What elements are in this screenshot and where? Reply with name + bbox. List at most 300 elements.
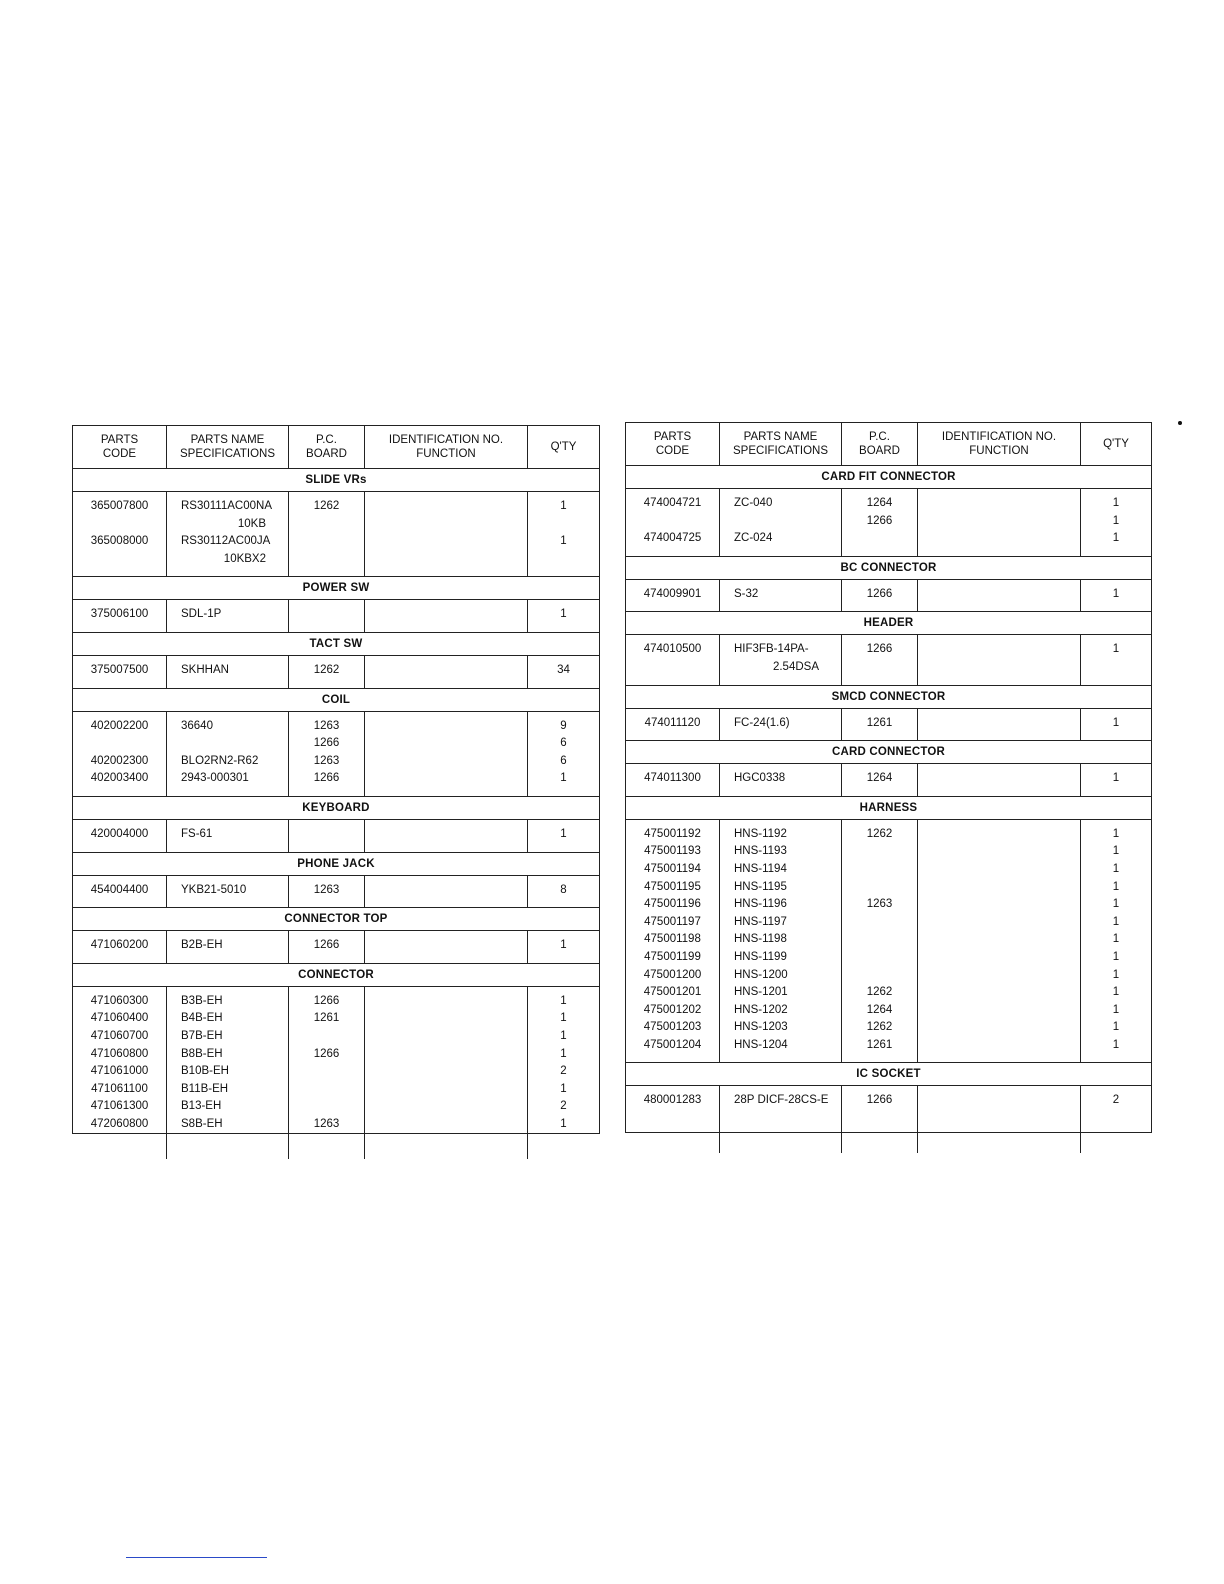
part-name-cell: S-32 xyxy=(734,587,759,600)
quantity-cell: 6 xyxy=(560,737,567,750)
part-name-cell: B3B-EH xyxy=(181,994,223,1007)
quantity-column xyxy=(528,987,599,1159)
part-code-cell: 475001193 xyxy=(644,845,701,858)
part-code-cell xyxy=(626,659,719,677)
identification-cell xyxy=(918,1019,1080,1037)
pc-board-cell: 1262 xyxy=(866,1021,893,1034)
part-code-cell: 475001196 xyxy=(644,898,701,911)
quantity-cell: 1 xyxy=(560,535,567,548)
section-rows xyxy=(73,820,599,853)
section-title: SLIDE VRs xyxy=(73,469,599,492)
pc-board-column xyxy=(289,600,365,632)
identification-cell xyxy=(365,770,527,788)
parts-table-left xyxy=(72,425,600,1134)
pc-board-cell: 1264 xyxy=(866,772,893,785)
quantity-cell: 1 xyxy=(560,608,567,621)
part-code-cell: 375006100 xyxy=(90,608,149,621)
header-parts-code-line: CODE xyxy=(102,448,137,460)
part-code-cell: 475001192 xyxy=(644,827,701,840)
section-title: CONNECTOR TOP xyxy=(73,908,599,931)
part-name-column xyxy=(167,820,289,852)
pc-board-column xyxy=(842,1086,918,1153)
quantity-cell: 1 xyxy=(1112,1021,1120,1034)
quantity-cell: 1 xyxy=(1112,933,1120,946)
quantity-cell: 1 xyxy=(1112,915,1120,928)
quantity-cell xyxy=(528,516,599,534)
part-name-column xyxy=(167,656,289,688)
quantity-column xyxy=(528,656,599,688)
part-name-cell: B10B-EH xyxy=(181,1065,229,1078)
pc-board-cell xyxy=(842,931,917,949)
part-name-cell: HNS-1195 xyxy=(734,880,787,893)
identification-cell xyxy=(918,914,1080,932)
pc-board-cell: 1266 xyxy=(313,772,340,785)
pc-board-column xyxy=(842,709,918,741)
part-name-column xyxy=(720,489,842,556)
section-rows xyxy=(73,656,599,689)
quantity-cell: 2 xyxy=(1112,1094,1120,1107)
pc-board-cell: 1262 xyxy=(313,663,340,676)
part-code-column xyxy=(626,709,720,741)
part-code-cell: 475001203 xyxy=(643,1021,702,1034)
part-code-column xyxy=(626,820,720,1063)
part-name-cell: YKB21-5010 xyxy=(181,883,247,896)
section-rows xyxy=(73,987,599,1159)
pc-board-cell: 1263 xyxy=(313,754,340,767)
section-rows xyxy=(73,876,599,909)
part-name-cell: ZC-024 xyxy=(734,532,773,545)
identification-column xyxy=(918,764,1081,796)
quantity-cell: 2 xyxy=(560,1100,567,1113)
section-title: CONNECTOR xyxy=(73,964,599,987)
identification-column xyxy=(918,489,1081,556)
part-name-cell: B13-EH xyxy=(181,1100,222,1113)
part-name-cell: HNS-1203 xyxy=(734,1021,788,1034)
part-name-cell: HNS-1201 xyxy=(734,986,788,999)
pc-board-cell xyxy=(289,1028,364,1046)
part-code-cell: 474004721 xyxy=(643,497,702,509)
part-name-column xyxy=(720,820,842,1063)
part-name-cell: B2B-EH xyxy=(181,939,223,952)
pc-board-cell xyxy=(842,861,917,879)
section-rows xyxy=(626,709,1151,742)
part-name-cell xyxy=(167,1133,288,1151)
pc-board-column xyxy=(289,492,365,576)
quantity-cell: 8 xyxy=(560,883,567,896)
part-code-column xyxy=(626,635,720,684)
quantity-cell: 2 xyxy=(560,1065,567,1078)
identification-cell xyxy=(365,826,527,844)
identification-cell xyxy=(918,984,1080,1002)
quantity-cell: 1 xyxy=(560,1029,567,1042)
identification-cell xyxy=(918,586,1080,604)
part-code-cell: 454004400 xyxy=(90,883,149,896)
part-name-column xyxy=(720,764,842,796)
pc-board-column xyxy=(289,820,365,852)
header-identification-line: FUNCTION xyxy=(416,448,476,460)
quantity-cell: 1 xyxy=(1112,898,1120,911)
pc-board-cell xyxy=(289,606,364,624)
section-title: PHONE JACK xyxy=(73,853,599,876)
part-code-cell xyxy=(73,551,166,569)
part-name-cell: FC-24(1.6) xyxy=(734,716,790,729)
pc-board-cell xyxy=(289,826,364,844)
identification-cell xyxy=(918,931,1080,949)
section-title: HARNESS xyxy=(626,797,1151,820)
section-rows xyxy=(626,1086,1151,1153)
part-code-cell: 471061100 xyxy=(91,1082,148,1095)
identification-column xyxy=(365,712,528,796)
part-code-cell xyxy=(73,1133,166,1151)
quantity-column xyxy=(528,712,599,796)
stray-mark xyxy=(1178,421,1182,425)
header-pc-board-line: BOARD xyxy=(306,448,347,460)
pc-board-column xyxy=(842,820,918,1063)
part-name-cell xyxy=(720,1128,841,1146)
part-name-cell: B11B-EH xyxy=(181,1082,229,1095)
header-parts-code-line: PARTS xyxy=(100,434,139,446)
identification-cell xyxy=(365,718,527,736)
pc-board-cell xyxy=(842,1110,917,1128)
header-pc-board xyxy=(842,423,918,465)
part-name-cell: HNS-1204 xyxy=(734,1038,788,1051)
pc-board-cell xyxy=(842,1128,917,1146)
header-parts-name-line: SPECIFICATIONS xyxy=(180,448,275,460)
identification-column xyxy=(918,580,1081,612)
pc-board-cell: 1266 xyxy=(866,1094,893,1107)
section-title: BC CONNECTOR xyxy=(626,557,1151,580)
part-code-cell: 474011300 xyxy=(644,772,701,785)
pc-board-cell: 1264 xyxy=(866,497,893,509)
quantity-cell: 1 xyxy=(1112,532,1120,545)
pc-board-cell: 1266 xyxy=(313,994,340,1007)
quantity-cell: 1 xyxy=(560,1012,567,1025)
pc-board-cell: 1263 xyxy=(313,1117,340,1130)
quantity-cell: 1 xyxy=(1112,986,1120,999)
pc-board-column xyxy=(289,656,365,688)
identification-column xyxy=(918,635,1081,684)
quantity-column xyxy=(1081,820,1151,1063)
part-code-cell: 365008000 xyxy=(90,535,149,548)
part-name-cell: BLO2RN2-R62 xyxy=(181,754,259,767)
quantity-cell: 1 xyxy=(1112,827,1120,840)
part-name-cell xyxy=(720,513,841,531)
part-code-cell: 474010500 xyxy=(643,643,702,656)
section-title: POWER SW xyxy=(73,577,599,600)
quantity-cell: 1 xyxy=(1112,497,1120,509)
identification-cell xyxy=(365,1098,527,1116)
identification-column xyxy=(918,820,1081,1063)
quantity-cell xyxy=(1081,659,1151,677)
pc-board-column xyxy=(842,635,918,684)
quantity-cell: 1 xyxy=(560,772,567,785)
pc-board-cell: 1263 xyxy=(313,719,340,732)
identification-cell xyxy=(365,1010,527,1028)
quantity-cell xyxy=(1081,1128,1151,1146)
part-name-cell: 10KBX2 xyxy=(223,552,266,565)
part-name-cell: SDL-1P xyxy=(181,608,222,621)
identification-cell xyxy=(365,1046,527,1064)
part-name-cell: B4B-EH xyxy=(181,1012,223,1025)
section-rows xyxy=(626,635,1151,685)
pc-board-cell xyxy=(289,551,364,569)
parts-table-right xyxy=(625,422,1152,1133)
quantity-cell: 1 xyxy=(1112,587,1120,600)
part-name-cell: HNS-1194 xyxy=(734,862,787,875)
part-code-column xyxy=(73,987,167,1159)
part-name-cell: HNS-1196 xyxy=(734,898,787,911)
identification-cell xyxy=(365,516,527,534)
part-name-cell: HNS-1200 xyxy=(734,968,788,981)
quantity-cell: 9 xyxy=(560,719,567,732)
part-code-cell: 471061000 xyxy=(90,1065,149,1078)
section-title: CARD FIT CONNECTOR xyxy=(626,466,1151,489)
pc-board-cell xyxy=(842,879,917,897)
identification-cell xyxy=(918,659,1080,677)
pc-board-cell xyxy=(842,967,917,985)
identification-cell xyxy=(918,861,1080,879)
header-pc-board-line: P.C. xyxy=(316,434,337,446)
identification-cell xyxy=(365,1081,527,1099)
part-name-cell: HNS-1199 xyxy=(734,950,787,963)
identification-cell xyxy=(918,967,1080,985)
pc-board-cell: 1266 xyxy=(866,643,893,656)
part-name-cell: HNS-1198 xyxy=(734,933,787,946)
identification-cell xyxy=(918,495,1080,513)
header-parts-name-line: SPECIFICATIONS xyxy=(733,445,828,457)
quantity-column xyxy=(528,876,599,908)
part-name-cell: HNS-1193 xyxy=(734,845,787,858)
header-parts-code xyxy=(73,426,167,468)
pc-board-column xyxy=(842,580,918,612)
header-qty xyxy=(528,426,599,468)
section-rows xyxy=(73,600,599,633)
part-code-column xyxy=(73,712,167,796)
identification-cell xyxy=(918,843,1080,861)
section-rows xyxy=(626,764,1151,797)
identification-column xyxy=(918,1086,1081,1153)
part-name-cell: 28P DICF-28CS-E xyxy=(734,1094,829,1107)
part-code-cell: 402003400 xyxy=(90,772,149,785)
part-code-column xyxy=(626,489,720,556)
pc-board-cell xyxy=(289,1081,364,1099)
identification-column xyxy=(365,600,528,632)
identification-column xyxy=(365,876,528,908)
pc-board-cell: 1262 xyxy=(866,986,893,999)
section-rows xyxy=(73,492,599,577)
quantity-cell: 1 xyxy=(1112,643,1120,656)
identification-cell xyxy=(918,513,1080,531)
identification-cell xyxy=(365,1063,527,1081)
section-title: TACT SW xyxy=(73,633,599,656)
pc-board-column xyxy=(289,712,365,796)
part-name-column xyxy=(720,580,842,612)
pc-board-cell: 1261 xyxy=(866,1038,893,1051)
quantity-cell: 1 xyxy=(1112,968,1120,981)
part-code-cell: 475001204 xyxy=(643,1038,702,1051)
identification-cell xyxy=(918,770,1080,788)
part-code-cell xyxy=(73,735,166,753)
header-parts-code-line: CODE xyxy=(655,445,690,457)
part-code-cell: 475001194 xyxy=(644,862,701,875)
quantity-cell: 1 xyxy=(1112,880,1120,893)
section-title: SMCD CONNECTOR xyxy=(626,686,1151,709)
part-code-column xyxy=(73,820,167,852)
part-code-column xyxy=(73,600,167,632)
header-identification-line: IDENTIFICATION NO. xyxy=(388,434,504,446)
table-header xyxy=(626,423,1151,466)
pc-board-cell: 1266 xyxy=(866,587,893,600)
part-name-column xyxy=(720,1086,842,1153)
quantity-column xyxy=(528,600,599,632)
quantity-cell: 1 xyxy=(560,994,567,1007)
header-identification-line: IDENTIFICATION NO. xyxy=(941,431,1057,443)
part-code-cell: 471060200 xyxy=(90,939,149,952)
pc-board-cell: 1263 xyxy=(866,898,893,911)
pc-board-cell: 1266 xyxy=(866,514,893,527)
header-pc-board-line: P.C. xyxy=(869,431,890,443)
pc-board-cell: 1266 xyxy=(313,737,340,750)
part-name-column xyxy=(720,635,842,684)
pc-board-cell xyxy=(842,530,917,548)
header-parts-name-line: PARTS NAME xyxy=(743,431,818,443)
table-header xyxy=(73,426,599,469)
part-name-cell: 10KB xyxy=(237,517,266,530)
part-name-column xyxy=(167,492,289,576)
pc-board-cell: 1261 xyxy=(313,1012,340,1025)
part-name-cell: HNS-1197 xyxy=(734,915,787,928)
part-code-cell: 475001197 xyxy=(644,915,701,928)
identification-cell xyxy=(918,949,1080,967)
identification-cell xyxy=(365,1133,527,1151)
section-rows xyxy=(626,580,1151,613)
part-code-cell: 474004725 xyxy=(643,532,702,545)
part-code-cell: 471060700 xyxy=(90,1029,149,1042)
identification-cell xyxy=(918,1092,1080,1110)
section-rows xyxy=(626,489,1151,557)
part-code-cell: 471060800 xyxy=(90,1047,149,1060)
part-name-cell: HIF3FB-14PA- xyxy=(734,643,809,656)
quantity-column xyxy=(528,492,599,576)
identification-cell xyxy=(365,735,527,753)
identification-cell xyxy=(918,715,1080,733)
quantity-cell: 1 xyxy=(560,500,567,512)
quantity-cell: 1 xyxy=(560,1047,567,1060)
header-pc-board xyxy=(289,426,365,468)
pc-board-cell: 1262 xyxy=(866,827,893,840)
identification-cell xyxy=(365,533,527,551)
part-code-cell: 475001199 xyxy=(644,950,701,963)
quantity-column xyxy=(1081,489,1151,556)
pc-board-cell: 1266 xyxy=(313,1047,340,1060)
pc-board-cell xyxy=(842,949,917,967)
pc-board-cell xyxy=(289,533,364,551)
part-name-cell: HNS-1202 xyxy=(734,1003,788,1016)
part-name-column xyxy=(167,712,289,796)
quantity-cell: 1 xyxy=(1112,772,1120,785)
quantity-cell: 1 xyxy=(1112,514,1120,527)
part-code-cell: 474009901 xyxy=(643,587,702,600)
header-parts-name xyxy=(720,423,842,465)
part-code-cell: 420004000 xyxy=(90,827,149,840)
part-name-cell: RS30111AC00NA xyxy=(181,500,272,512)
part-code-cell: 471060300 xyxy=(90,994,149,1007)
identification-cell xyxy=(365,1028,527,1046)
part-code-cell: 402002200 xyxy=(90,719,149,732)
header-identification-line: FUNCTION xyxy=(969,445,1029,457)
part-code-column xyxy=(626,764,720,796)
identification-cell xyxy=(918,1128,1080,1146)
identification-cell xyxy=(918,641,1080,659)
pc-board-column xyxy=(289,876,365,908)
part-code-cell xyxy=(626,513,719,531)
quantity-cell: 1 xyxy=(560,827,567,840)
identification-cell xyxy=(918,826,1080,844)
identification-cell xyxy=(365,606,527,624)
identification-cell xyxy=(365,551,527,569)
part-code-cell: 475001195 xyxy=(644,880,701,893)
identification-column xyxy=(365,987,528,1159)
part-code-column xyxy=(73,656,167,688)
identification-cell xyxy=(365,937,527,955)
pc-board-cell xyxy=(842,659,917,677)
quantity-column xyxy=(1081,709,1151,741)
part-code-cell: 480001283 xyxy=(643,1094,702,1107)
quantity-cell: 1 xyxy=(1112,1038,1120,1051)
part-code-cell: 475001202 xyxy=(643,1003,702,1016)
identification-cell xyxy=(918,530,1080,548)
section-rows xyxy=(73,712,599,797)
part-code-cell: 474011120 xyxy=(644,716,701,729)
part-name-cell: 36640 xyxy=(181,719,213,732)
quantity-column xyxy=(1081,1086,1151,1153)
pc-board-cell xyxy=(842,914,917,932)
quantity-column xyxy=(528,931,599,963)
quantity-cell xyxy=(528,1133,599,1151)
pc-board-column xyxy=(289,931,365,963)
part-code-cell: 402002300 xyxy=(90,754,149,767)
quantity-cell: 1 xyxy=(1112,845,1120,858)
part-name-cell: RS30112AC00JA xyxy=(181,535,271,548)
part-name-cell: FS-61 xyxy=(181,827,213,840)
identification-column xyxy=(365,656,528,688)
part-code-cell: 475001198 xyxy=(644,933,701,946)
identification-cell xyxy=(918,896,1080,914)
part-name-column xyxy=(167,987,289,1159)
pc-board-cell: 1261 xyxy=(866,716,893,729)
part-name-cell: SKHHAN xyxy=(181,663,229,676)
pc-board-cell: 1264 xyxy=(866,1003,893,1016)
header-qty-text: Q'TY xyxy=(550,441,577,453)
identification-cell xyxy=(918,1110,1080,1128)
part-name-cell: B7B-EH xyxy=(181,1029,223,1042)
part-code-cell xyxy=(73,516,166,534)
pc-board-cell xyxy=(289,1098,364,1116)
pc-board-column xyxy=(842,489,918,556)
quantity-column xyxy=(528,820,599,852)
quantity-cell: 1 xyxy=(1112,862,1120,875)
header-qty-text: Q'TY xyxy=(1103,438,1129,450)
section-title: CARD CONNECTOR xyxy=(626,741,1151,764)
part-code-cell xyxy=(626,1110,719,1128)
quantity-cell: 1 xyxy=(1112,1003,1120,1016)
identification-column xyxy=(365,820,528,852)
identification-cell xyxy=(365,1116,527,1134)
identification-cell xyxy=(365,498,527,516)
quantity-cell: 1 xyxy=(560,1117,567,1130)
part-code-column xyxy=(626,580,720,612)
part-code-cell: 471060400 xyxy=(90,1012,149,1025)
